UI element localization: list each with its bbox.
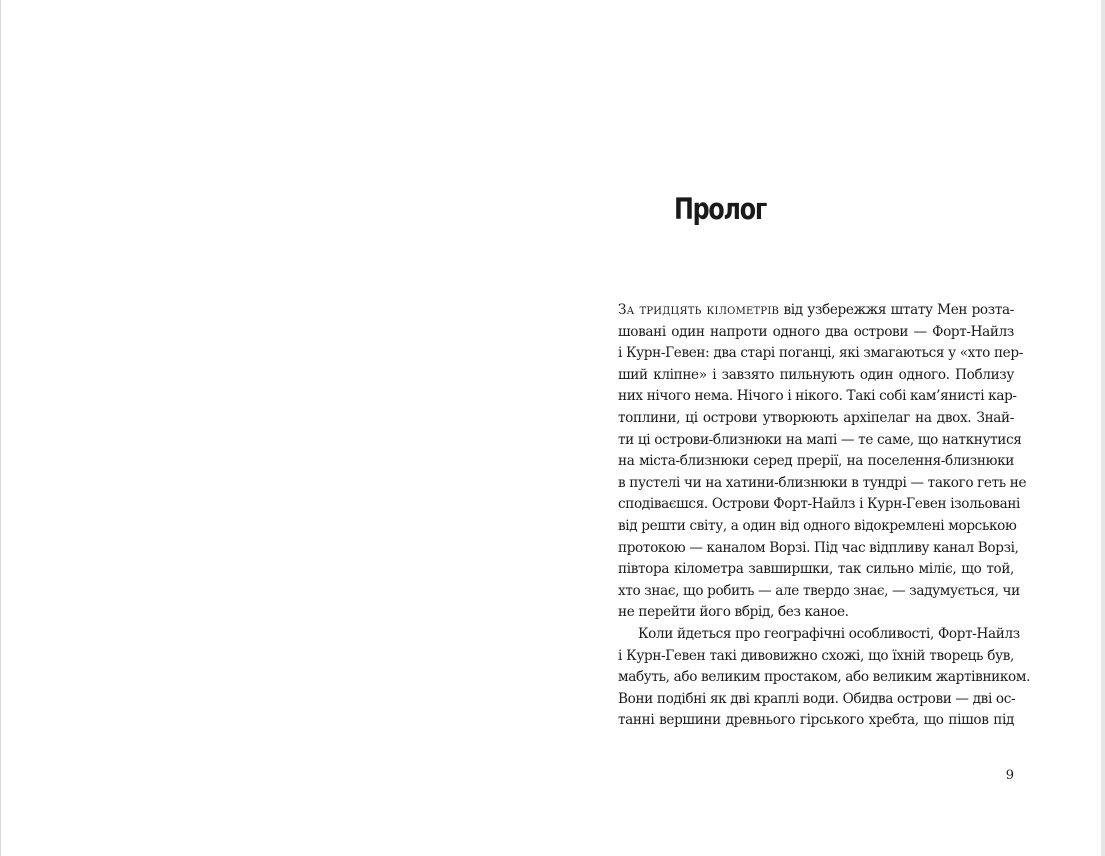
text-line: ти ці острови-близнюки на мапі — те саме, що наткнутися [618, 431, 1022, 448]
text-line: ший кліпне» і завзято пильнують один одного. Поблизу [618, 366, 1014, 383]
lead-in-smallcaps: За тридцять кілометрів [618, 302, 780, 318]
page-edge-left [0, 0, 1, 856]
text-line: протокою — каналом Ворзі. Під час відпливу канал Ворзі, [618, 539, 1019, 556]
text-line: топлини, ці острови утворюють архіпелаг на двох. Знай- [618, 409, 1014, 426]
text-line: мабуть, або великим простаком, або великим жартівником. [618, 669, 1031, 686]
text-line: не перейти його вбрід, без каное. [618, 604, 849, 621]
text-line: шовані один напроти одного два острови — Форт-Найлз [618, 323, 1014, 340]
text-line: хто знає, що робить — але твердо знає, — задумується, чи [618, 582, 1020, 599]
text-line: них нічого нема. Нічого і нікого. Такі собі кам’янисті кар- [618, 388, 1017, 405]
text-line: За тридцять кілометрів від узбережжя штату Мен розта- [618, 302, 1014, 318]
text-line: і Курн-Гевен: два старі поганці, які змагаються у «хто пер- [618, 345, 1023, 362]
text-line: на міста-близнюки серед прерії, на поселення-близнюки [618, 453, 1014, 470]
text-line: і Курн-Гевен такі дивовижно схожі, що їхній творець був, [618, 647, 1014, 664]
text-line: Вони подібні як дві краплі води. Обидва острови — дві ос- [618, 690, 1016, 707]
text-line: від решти світу, а один від одного відокремлені морською [618, 517, 1017, 534]
text-line: в пустелі чи на хатини-близнюки в тундрі — такого геть не [618, 474, 1027, 491]
text-line: сподіваєшся. Острови Форт-Найлз і Курн-Гевен ізольовані [618, 496, 1021, 513]
chapter-title: Пролог [673, 192, 767, 226]
text-line: Коли йдеться про географічні особливості, Форт-Найлз [638, 625, 1020, 642]
page-number: 9 [1005, 768, 1014, 783]
text-line: танні вершини древнього гірського хребта, що пішов під [618, 712, 1014, 729]
page-edge-right [1101, 0, 1105, 856]
text-line: півтора кілометра завширшки, так сильно міліє, що той, [618, 561, 1014, 578]
prologue-text [618, 300, 1031, 732]
